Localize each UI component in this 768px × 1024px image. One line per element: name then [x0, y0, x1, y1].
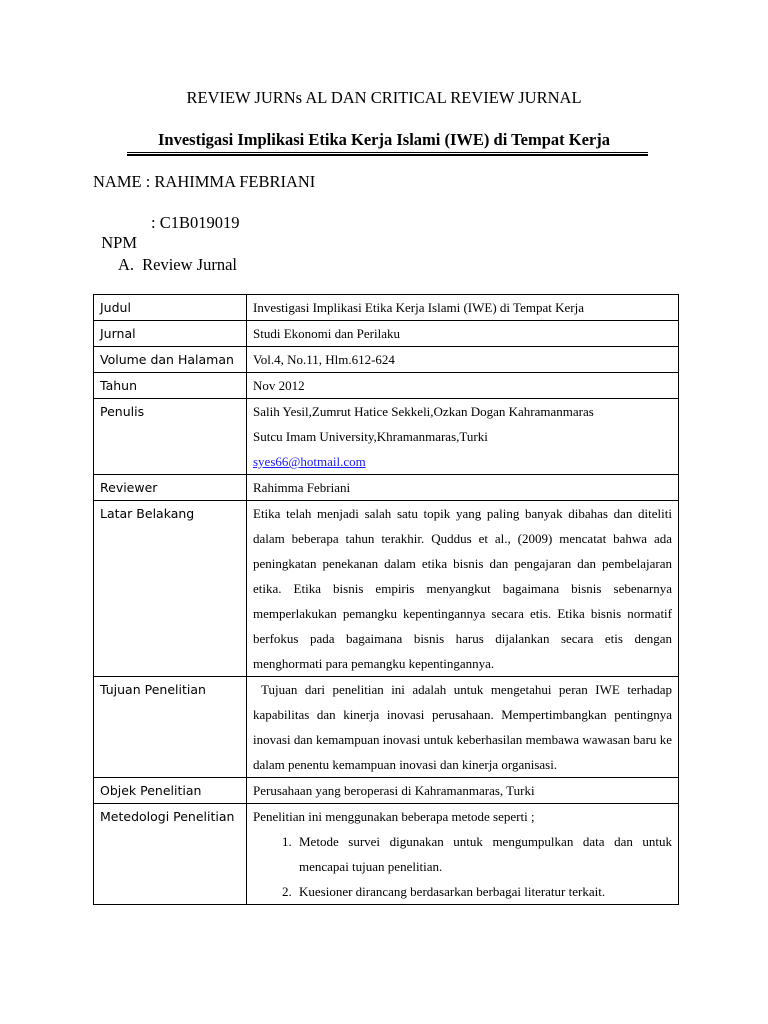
section-heading	[118, 255, 237, 275]
label-penulis: Penulis	[94, 399, 247, 475]
value-judul: Investigasi Implikasi Etika Kerja Islami (IWE) di Tempat Kerja	[247, 295, 679, 321]
penulis-affiliation: Sutcu Imam University,Khramanmaras,Turki	[253, 429, 488, 444]
review-table	[93, 294, 679, 905]
penulis-authors: Salih Yesil,Zumrut Hatice Sekkeli,Ozkan Dogan Kahramanmaras	[253, 404, 594, 419]
value-volume: Vol.4, No.11, Hlm.612-624	[247, 347, 679, 373]
label-tahun: Tahun	[94, 373, 247, 399]
label-tujuan: Tujuan Penelitian	[94, 677, 247, 778]
row-tahun	[94, 373, 679, 399]
row-objek	[94, 778, 679, 804]
value-penulis	[247, 399, 679, 475]
row-penulis	[94, 399, 679, 475]
row-volume	[94, 347, 679, 373]
label-reviewer: Reviewer	[94, 475, 247, 501]
value-reviewer: Rahimma Febriani	[247, 475, 679, 501]
label-judul: Judul	[94, 295, 247, 321]
tujuan-text: Tujuan dari penelitian ini adalah untuk mengetahui peran IWE terhadap kapabilitas dan kinerja inovasi perusahaan. Mempertimbangkan pentingnya inovasi dan kemampuan inovasi untuk keberhasilan membawa wawasan baru ke dalam penentu kemampuan inovasi dan kinerja organisasi.	[253, 682, 672, 772]
row-reviewer	[94, 475, 679, 501]
label-latar-belakang: Latar Belakang	[94, 501, 247, 677]
title-divider	[127, 152, 648, 156]
list-item: 2. Kuesioner dirancang berdasarkan berbagai literatur terkait.	[295, 879, 672, 904]
value-jurnal: Studi Ekonomi dan Perilaku	[247, 321, 679, 347]
section-number: A.	[118, 255, 135, 274]
document-title: REVIEW JURNs AL DAN CRITICAL REVIEW JURNAL	[186, 88, 582, 107]
npm-value: : C1B019019	[151, 213, 240, 232]
value-tahun: Nov 2012	[247, 373, 679, 399]
npm-label: NPM	[101, 233, 138, 252]
value-objek: Perusahaan yang beroperasi di Kahramanmaras, Turki	[247, 778, 679, 804]
row-metodologi	[94, 804, 679, 905]
methods-list	[253, 829, 672, 904]
author-email-link[interactable]: syes66@hotmail.com	[253, 454, 366, 469]
label-metodologi: Metedologi Penelitian	[94, 804, 247, 905]
value-latar-belakang	[247, 501, 679, 677]
value-metodologi	[247, 804, 679, 905]
row-jurnal	[94, 321, 679, 347]
label-jurnal: Jurnal	[94, 321, 247, 347]
row-tujuan	[94, 677, 679, 778]
label-objek: Objek Penelitian	[94, 778, 247, 804]
label-volume: Volume dan Halaman	[94, 347, 247, 373]
row-latar-belakang	[94, 501, 679, 677]
journal-title: Investigasi Implikasi Etika Kerja Islami (IWE) di Tempat Kerja	[158, 130, 610, 149]
list-item: 1. Metode survei digunakan untuk mengumpulkan data dan untuk mencapai tujuan penelitian.	[295, 829, 672, 879]
latar-belakang-text: Etika telah menjadi salah satu topik yang paling banyak dibahas dan diteliti dalam beberapa tahun terakhir. Quddus et al., (2009) mencatat bahwa ada peningkatan penekanan dalam etika bisnis dan pengajaran dan pembelajaran etika. Etika bisnis empiris menyangkut bagaimana bisnis sebenarnya memperlakukan pemangku kepentingannya secara etis. Etika bisnis normatif berfokus pada bagaimana bisnis harus dijalankan secara etis dengan menghormati para pemangku kepentingannya.	[253, 506, 672, 671]
section-title: Review Jurnal	[142, 255, 237, 274]
student-name: NAME : RAHIMMA FEBRIANI	[93, 172, 316, 191]
row-judul	[94, 295, 679, 321]
value-tujuan	[247, 677, 679, 778]
metodologi-intro: Penelitian ini menggunakan beberapa metode seperti ;	[253, 809, 535, 824]
